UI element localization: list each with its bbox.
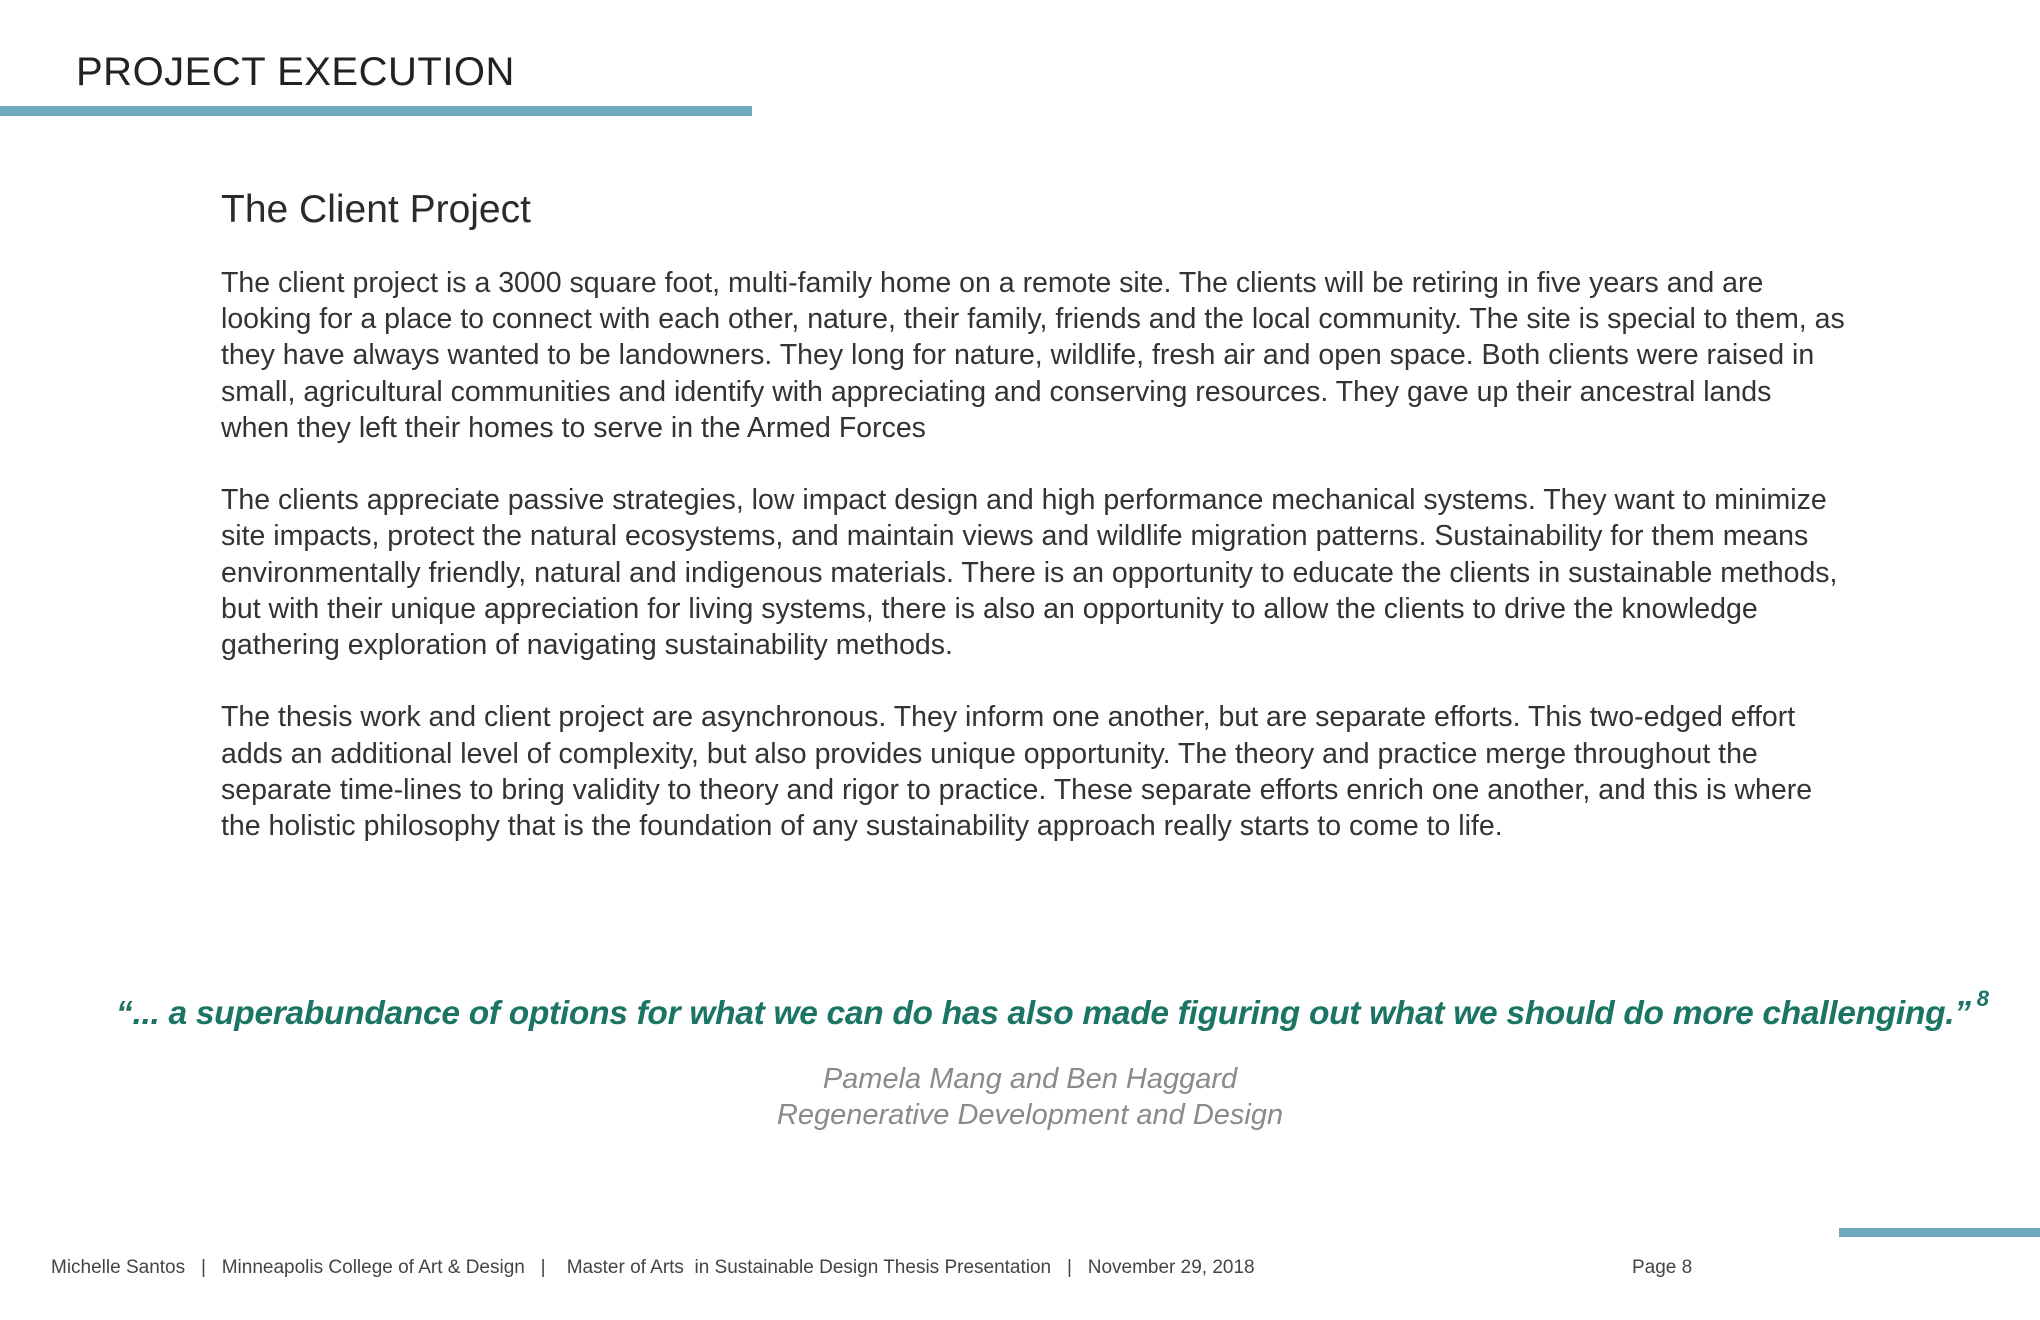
quote-attribution — [0, 1061, 2040, 1133]
footer-accent-rule — [1839, 1228, 2040, 1237]
page-number: Page 8 — [1632, 1257, 1693, 1278]
header-accent-rule — [0, 106, 752, 116]
pull-quote — [116, 986, 1989, 1033]
footer-text: Michelle Santos | Minneapolis College of Art & Design | Master of Arts in Sustainable Design Thesis Presentation | November 29, 2018 — [51, 1257, 1255, 1278]
body-text — [221, 265, 1846, 880]
quote-author: Pamela Mang and Ben Haggard — [822, 1063, 1238, 1095]
quote-source: Regenerative Development and Design — [776, 1099, 1284, 1131]
footnote-marker: 8 — [1976, 986, 1989, 1011]
paragraph-2: The clients appreciate passive strategies, low impact design and high performance mechanical systems. They want to minimize site impacts, protect the natural ecosystems, and maintain views and wildlife migration patterns. Sustainability for them means environmentally friendly, natural and indigenous materials. There is an opportunity to educate the clients in sustainable methods, but with their unique appreciation for living systems, there is also an opportunity to allow the clients to drive the knowledge gathering exploration of navigating sustainability methods. — [221, 484, 1838, 662]
paragraph-3: The thesis work and client project are asynchronous. They inform one another, but are separate efforts. This two-edged effort adds an additional level of complexity, but also provides unique opportunity. The theory and practice merge throughout the separate time-lines to bring validity to theory and rigor to practice. These separate efforts enrich one another, and this is where the holistic philosophy that is the foundation of any sustainability approach really starts to come to life. — [221, 701, 1813, 843]
quote-text: “... a superabundance of options for what we can do has also made figuring out what we should do more challenging.” — [116, 995, 1971, 1033]
section-header: PROJECT EXECUTION — [76, 50, 515, 94]
page-title: The Client Project — [221, 188, 531, 231]
paragraph-1: The client project is a 3000 square foot, multi-family home on a remote site. The clients will be retiring in five years and are looking for a place to connect with each other, nature, their family, friends and the local community. The site is special to them, as they have always wanted to be landowners. They long for nature, wildlife, fresh air and open space. Both clients were raised in small, agricultural communities and identify with appreciating and conserving resources. They gave up their ancestral lands when they left their homes to serve in the Armed Forces — [221, 267, 1845, 444]
